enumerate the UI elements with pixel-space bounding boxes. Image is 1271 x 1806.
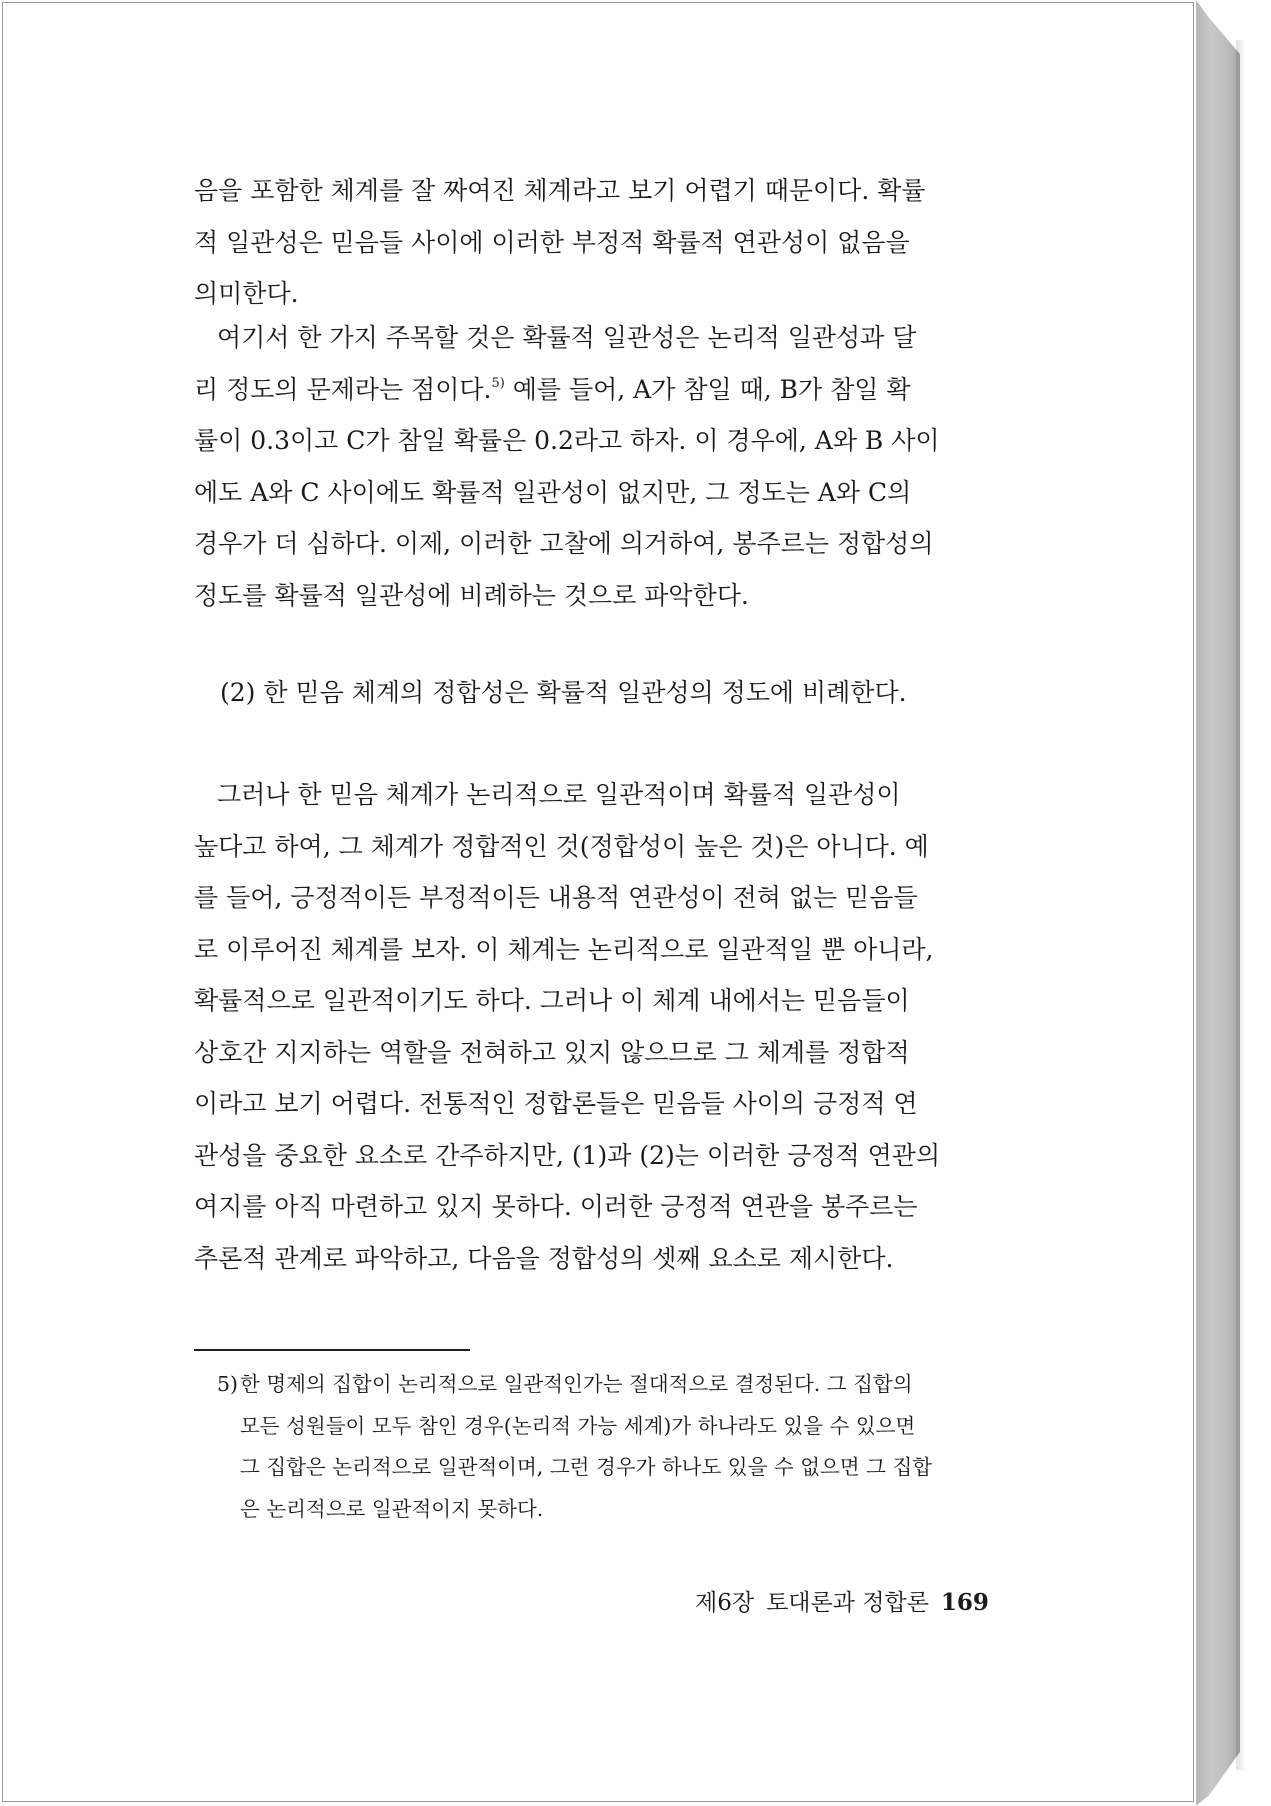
paragraph-1 [194,165,1024,320]
page-edge-shadow [1236,40,1246,1770]
paragraph-3 [194,769,1024,1284]
chapter-label: 제6장 [695,1590,755,1616]
text-line: 상호간 지지하는 역할을 전혀하고 있지 않으므로 그 체계를 정합적 [194,1037,910,1067]
book-page-edges [1196,0,1240,1806]
text-line: 그러나 한 믿음 체계가 논리적으로 일관적이며 확률적 일관성이 [217,780,901,809]
text-line: 경우가 더 심하다. 이제, 이러한 고찰에 의거하여, 봉주르는 정합성의 [194,529,934,558]
footnote [194,1364,1024,1530]
footnote-number: 5) [217,1372,239,1396]
text-line: 확률적으로 일관적이기도 하다. 그러나 이 체계 내에서는 믿음들이 [194,986,910,1015]
text-line: 정도를 확률적 일관성에 비례하는 것으로 파악한다. [194,580,749,610]
text-line: 음을 포함한 체계를 잘 짜여진 체계라고 보기 어렵기 때문이다. 확률 [194,176,926,205]
text-line: 률이 0.3이고 C가 참일 확률은 0.2라고 하자. 이 경우에, A와 B 사이 [194,426,940,455]
text-span: 리 정도의 문제라는 점이다. [194,374,492,404]
footnote-divider [194,1349,470,1351]
text-line: 이라고 보기 어렵다. 전통적인 정합론들은 믿음들 사이의 긍정적 연 [194,1089,918,1118]
text-line: 추론적 관계로 파악하고, 다음을 정합성의 셋째 요소로 제시한다. [194,1243,894,1273]
text-line: 로 이루어진 체계를 보자. 이 체계는 논리적으로 일관적일 뿐 아니라, [194,934,934,964]
text-line: 여지를 아직 마련하고 있지 못하다. 이러한 긍정적 연관을 봉주르는 [194,1192,918,1221]
footnote-line: 한 명제의 집합이 논리적으로 일관적인가는 절대적으로 결정된다. 그 집합의 [240,1372,913,1396]
text-line: 의미한다. [194,279,299,308]
text-line: 높다고 하여, 그 체계가 정합적인 것(정합성이 높은 것)은 아니다. 예 [194,831,929,861]
page-number: 169 [940,1589,989,1616]
footnote-line: 그 집합은 논리적으로 일관적이며, 그런 경우가 하나도 있을 수 없으면 그 집합 [240,1455,933,1479]
chapter-title: 토대론과 정합론 [766,1590,929,1616]
running-footer [695,1584,995,1617]
text-line [194,364,1024,416]
footnote-line: 은 논리적으로 일관적이지 못하다. [240,1496,544,1521]
text-line: 에도 A와 C 사이에도 확률적 일관성이 없지만, 그 정도는 A와 C의 [194,477,912,507]
footnote-line: 모든 성원들이 모두 참인 경우(논리적 가능 세계)가 하나라도 있을 수 있으면 [240,1413,916,1438]
footnote-text [240,1364,1024,1530]
book-page [2,2,1194,1802]
paragraph-2 [194,312,1024,621]
text-line: 적 일관성은 믿음들 사이에 이러한 부정적 확률적 연관성이 없음을 [194,227,910,257]
text-line: 를 들어, 긍정적이든 부정적이든 내용적 연관성이 전혀 없는 믿음들 [194,883,918,912]
text-line: 관성을 중요한 요소로 간주하지만, (1)과 (2)는 이러한 긍정적 연관의 [194,1140,941,1170]
text-span: 여기서 한 가지 주목할 것은 확률적 일관성은 논리적 일관성과 달 [217,323,917,352]
text-span: 예를 들어, A가 참일 때, B가 참일 확 [504,374,911,404]
numbered-claim: (2) 한 믿음 체계의 정합성은 확률적 일관성의 정도에 비례한다. [220,678,907,707]
footnote-reference[interactable]: 5) [491,375,505,391]
text-line [194,312,1024,364]
